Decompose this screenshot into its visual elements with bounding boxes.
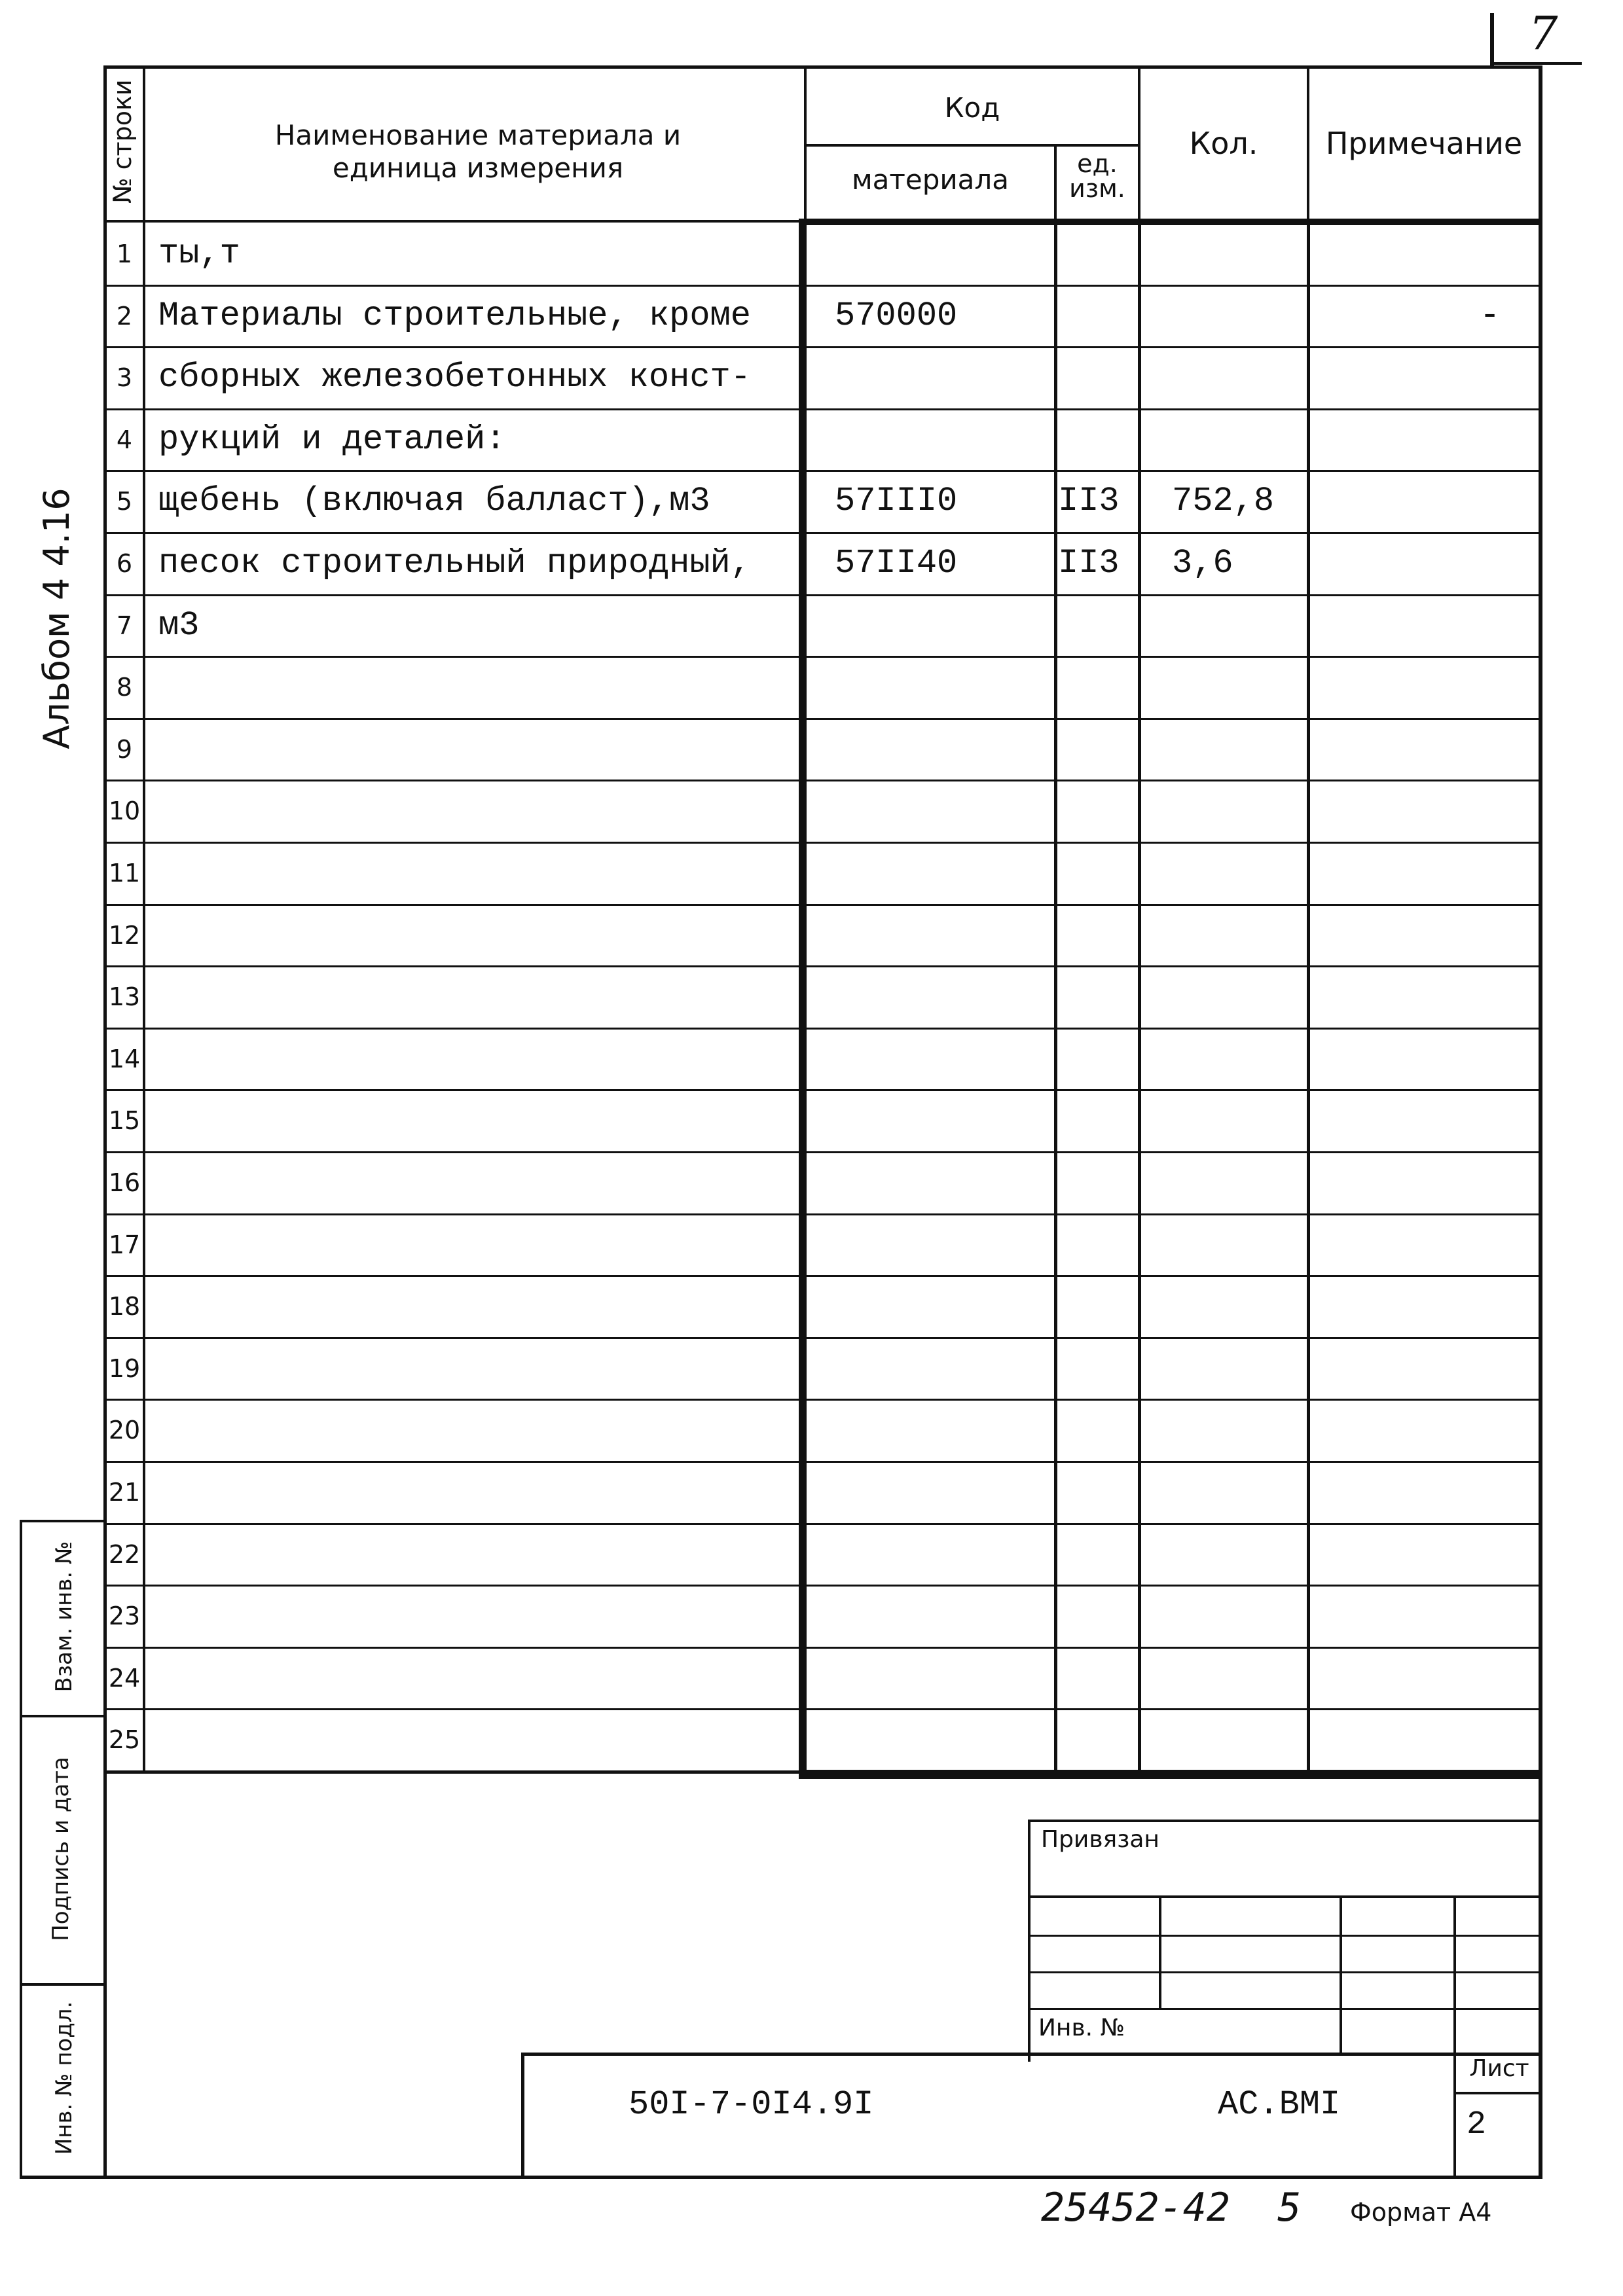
footer-format: Формат А4 — [1350, 2198, 1492, 2227]
row-qty: 752,8 — [1172, 482, 1275, 520]
row-qty: 3,6 — [1172, 544, 1233, 583]
stamp-sheet-no: 2 — [1467, 2106, 1487, 2144]
row-unit: II3 — [1058, 544, 1120, 583]
header-name-line2: единица измерения — [332, 152, 624, 184]
row-number: 22 — [108, 1540, 141, 1569]
row-unit: II3 — [1058, 482, 1120, 520]
row-name: Материалы строительные, кроме — [158, 296, 751, 335]
row-number: 18 — [108, 1292, 141, 1321]
header-name-line1: Наименование материала и — [274, 119, 682, 151]
header-code: Код — [944, 92, 1000, 124]
side-stamp-vzam: Взам. инв. № — [51, 1541, 77, 1693]
row-number: 1 — [116, 240, 133, 268]
row-number: 10 — [108, 797, 141, 825]
row-number: 19 — [108, 1354, 141, 1383]
header-code-material: материала — [851, 164, 1009, 196]
row-number: 8 — [116, 673, 133, 702]
header-code-unit-1: ед. — [1077, 149, 1118, 178]
side-stamp-inv-podl: Инв. № подл. — [51, 2001, 77, 2155]
row-number: 16 — [108, 1168, 141, 1197]
row-number: 6 — [116, 549, 133, 578]
row-number: 13 — [108, 982, 141, 1011]
page-mark: 7 — [1529, 7, 1558, 60]
stamp-doc-code: 50I-7-0I4.9I — [629, 2085, 874, 2124]
stamp-doc-mark: АС.ВМI — [1218, 2085, 1341, 2124]
row-code: 57III0 — [835, 482, 958, 520]
header-code-unit-2: изм. — [1069, 174, 1125, 203]
row-name: сборных железобетонных конст- — [158, 358, 751, 397]
row-note: - — [1480, 296, 1501, 335]
row-number: 15 — [108, 1106, 141, 1135]
row-number: 9 — [116, 735, 133, 764]
row-number: 17 — [108, 1230, 141, 1259]
row-number: 20 — [108, 1416, 141, 1444]
side-stamp-podpis: Подпись и дата — [48, 1757, 74, 1941]
row-name: щебень (включая балласт),м3 — [158, 482, 710, 520]
row-name: ты,т — [158, 234, 240, 273]
stamp-sheet-label: Лист — [1469, 2055, 1529, 2082]
row-number: 12 — [108, 921, 141, 950]
row-name: песок строительный природный, — [158, 544, 751, 583]
row-number: 2 — [116, 302, 133, 331]
row-number: 14 — [108, 1045, 141, 1073]
header-qty: Кол. — [1189, 126, 1258, 161]
stamp-linked: Привязан — [1041, 1826, 1159, 1853]
row-number: 5 — [116, 487, 133, 516]
footer-handwritten: 25452-42 5 — [1041, 2185, 1302, 2231]
row-number: 4 — [116, 425, 133, 454]
row-number: 11 — [108, 859, 141, 888]
album-label: Альбом 4 4.16 — [36, 488, 77, 749]
row-name: рукций и деталей: — [158, 420, 506, 459]
row-number: 3 — [116, 363, 133, 392]
stamp-inv-no: Инв. № — [1038, 2015, 1125, 2041]
row-name: м3 — [158, 606, 200, 645]
header-row-no: № строки — [108, 79, 137, 204]
row-number: 24 — [108, 1664, 141, 1693]
row-number: 23 — [108, 1602, 141, 1630]
row-code: 57II40 — [835, 544, 958, 583]
row-number: 7 — [116, 611, 133, 640]
header-note: Примечание — [1325, 126, 1523, 161]
row-number: 21 — [108, 1478, 141, 1507]
row-number: 25 — [108, 1725, 141, 1754]
row-code: 570000 — [835, 296, 958, 335]
